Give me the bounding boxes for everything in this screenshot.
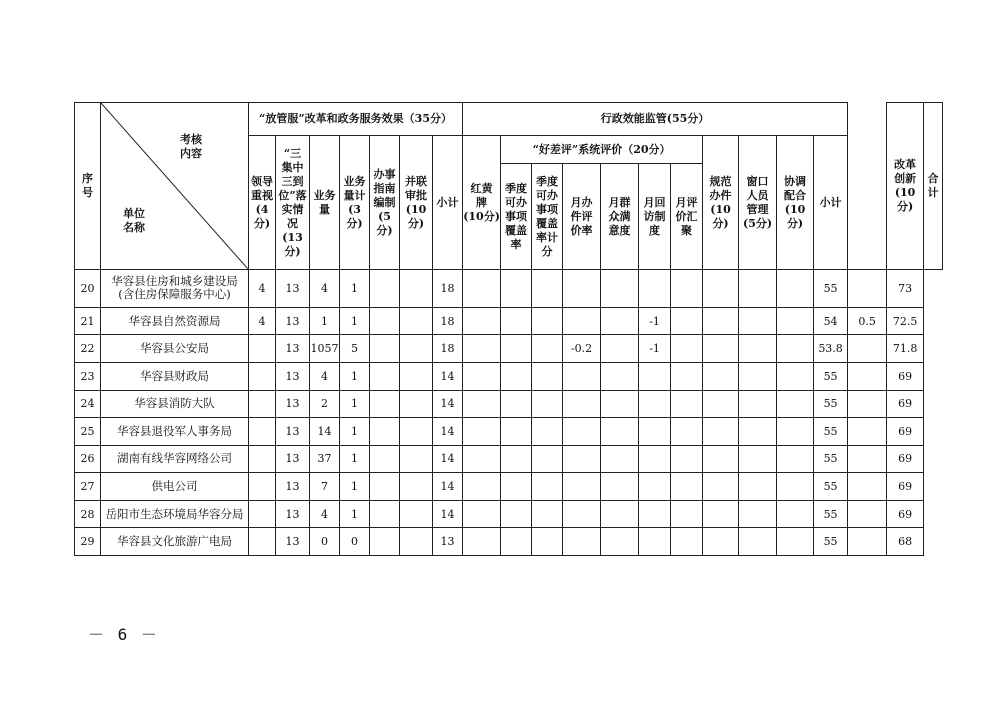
row-cell <box>563 307 601 335</box>
row-cell <box>563 362 601 390</box>
row-cell <box>703 473 739 501</box>
row-cell <box>848 390 887 418</box>
row-cell: 14 <box>433 362 463 390</box>
row-cell: 4 <box>310 362 340 390</box>
table-row <box>75 270 943 308</box>
row-cell <box>671 270 703 308</box>
row-cell: -1 <box>639 307 671 335</box>
row-cell <box>739 362 777 390</box>
row-cell <box>370 307 400 335</box>
row-cell: 2 <box>310 390 340 418</box>
row-unit-name: 湖南有线华容网络公司 <box>101 445 249 473</box>
g1-col-1: “三 集中 三到 位”落 实情 况 (13分) <box>276 136 310 270</box>
row-cell <box>639 418 671 446</box>
row-cell <box>249 445 276 473</box>
row-cell <box>639 473 671 501</box>
blank-header-cell <box>848 103 887 270</box>
row-unit-name: 华容县文化旅游广电局 <box>101 528 249 556</box>
row-cell <box>370 390 400 418</box>
row-cell <box>848 528 887 556</box>
row-cell <box>532 473 563 501</box>
good-bad-group-header: “好差评”系统评价（20分） <box>501 136 703 164</box>
row-cell <box>601 445 639 473</box>
row-cell <box>601 473 639 501</box>
row-cell: 1 <box>340 418 370 446</box>
row-cell <box>400 270 433 308</box>
row-cell: 18 <box>433 307 463 335</box>
row-cell: 14 <box>433 473 463 501</box>
row-cell <box>777 418 814 446</box>
row-cell <box>400 390 433 418</box>
row-cell <box>703 418 739 446</box>
row-cell: 14 <box>433 500 463 528</box>
row-cell <box>739 500 777 528</box>
row-cell <box>639 270 671 308</box>
row-cell <box>671 418 703 446</box>
row-cell <box>463 473 501 501</box>
row-cell: 1 <box>340 473 370 501</box>
row-cell: 13 <box>276 270 310 308</box>
row-cell <box>532 445 563 473</box>
row-unit-name: 华容县住房和城乡建设局 (含住房保障服务中心) <box>101 270 249 308</box>
total-header: 合计 <box>924 103 943 270</box>
row-cell: 69 <box>887 500 924 528</box>
row-cell: 14 <box>310 418 340 446</box>
row-cell <box>370 362 400 390</box>
row-cell: 18 <box>433 270 463 308</box>
row-cell: 13 <box>276 500 310 528</box>
row-cell <box>370 528 400 556</box>
row-cell <box>671 500 703 528</box>
row-cell <box>501 307 532 335</box>
row-cell <box>671 528 703 556</box>
row-cell <box>532 362 563 390</box>
g1-col-3: 业务 量计 (3分) <box>340 136 370 270</box>
row-cell <box>601 362 639 390</box>
row-cell <box>532 418 563 446</box>
row-cell: 1 <box>340 362 370 390</box>
row-cell <box>463 362 501 390</box>
row-seq: 27 <box>75 473 101 501</box>
corner-header <box>101 103 249 270</box>
row-cell <box>671 390 703 418</box>
row-seq: 25 <box>75 418 101 446</box>
row-cell: 13 <box>276 473 310 501</box>
g1-col-0: 领导 重视 (4分) <box>249 136 276 270</box>
row-cell <box>601 270 639 308</box>
row-cell <box>463 390 501 418</box>
row-cell <box>601 307 639 335</box>
row-seq: 29 <box>75 528 101 556</box>
row-cell <box>671 445 703 473</box>
row-cell <box>370 335 400 363</box>
row-cell: 53.8 <box>814 335 848 363</box>
row-cell <box>777 390 814 418</box>
row-cell: 54 <box>814 307 848 335</box>
row-cell <box>370 500 400 528</box>
row-cell <box>671 473 703 501</box>
group1-header: “放管服”改革和政务服务效果（35分） <box>249 103 463 136</box>
row-seq: 23 <box>75 362 101 390</box>
row-cell: 1 <box>340 500 370 528</box>
row-cell <box>671 335 703 363</box>
row-cell <box>532 390 563 418</box>
row-cell <box>601 528 639 556</box>
row-cell <box>703 528 739 556</box>
row-unit-name: 华容县自然资源局 <box>101 307 249 335</box>
row-cell: 55 <box>814 445 848 473</box>
row-cell <box>848 445 887 473</box>
table-body <box>75 270 943 556</box>
row-unit-name: 供电公司 <box>101 473 249 501</box>
row-cell: 55 <box>814 418 848 446</box>
row-cell: 69 <box>887 418 924 446</box>
row-cell <box>601 390 639 418</box>
row-cell <box>249 418 276 446</box>
row-cell: 1 <box>310 307 340 335</box>
row-cell <box>400 418 433 446</box>
g2-col-0: 规范 办件 (10分) <box>703 136 739 270</box>
row-cell <box>400 500 433 528</box>
row-cell <box>563 500 601 528</box>
group2-header: 行政效能监管(55分） <box>463 103 848 136</box>
assessment-table-container <box>74 102 943 556</box>
g1-col-5: 并联 审批 (10分) <box>400 136 433 270</box>
row-cell: -0.2 <box>563 335 601 363</box>
row-cell: 13 <box>276 307 310 335</box>
row-cell <box>501 390 532 418</box>
row-cell <box>777 473 814 501</box>
row-cell: 7 <box>310 473 340 501</box>
row-cell <box>563 473 601 501</box>
row-cell: 55 <box>814 362 848 390</box>
row-cell: 14 <box>433 390 463 418</box>
row-cell: 55 <box>814 500 848 528</box>
row-cell: 1 <box>340 390 370 418</box>
row-cell <box>563 390 601 418</box>
row-cell: 13 <box>276 528 310 556</box>
row-cell: 55 <box>814 473 848 501</box>
row-cell: 4 <box>249 270 276 308</box>
row-cell: -1 <box>639 335 671 363</box>
row-cell <box>501 270 532 308</box>
row-cell <box>739 335 777 363</box>
row-cell <box>249 335 276 363</box>
row-seq: 24 <box>75 390 101 418</box>
row-cell <box>501 362 532 390</box>
g1-col-6: 小计 <box>433 136 463 270</box>
row-cell <box>370 270 400 308</box>
table-row <box>75 362 943 390</box>
row-cell: 13 <box>276 418 310 446</box>
gb-col-1: 季度 可办 事项 覆盖 率计 分 <box>532 164 563 270</box>
row-cell <box>639 445 671 473</box>
row-cell <box>463 270 501 308</box>
row-cell <box>463 418 501 446</box>
g2-col-2: 协调 配合 (10分) <box>777 136 814 270</box>
row-cell <box>532 500 563 528</box>
row-cell <box>848 362 887 390</box>
table-row <box>75 473 943 501</box>
row-cell <box>532 307 563 335</box>
row-cell <box>563 445 601 473</box>
row-unit-name: 岳阳市生态环境局华容分局 <box>101 500 249 528</box>
row-cell <box>739 473 777 501</box>
row-cell <box>848 473 887 501</box>
row-cell <box>370 418 400 446</box>
row-cell <box>703 362 739 390</box>
reform-header: 改革 创新 (10分) <box>887 103 924 270</box>
row-cell <box>739 445 777 473</box>
row-seq: 26 <box>75 445 101 473</box>
row-cell: 4 <box>249 307 276 335</box>
row-cell: 13 <box>276 335 310 363</box>
row-unit-name: 华容县退役军人事务局 <box>101 418 249 446</box>
row-cell <box>671 307 703 335</box>
row-cell <box>400 307 433 335</box>
row-unit-name: 华容县消防大队 <box>101 390 249 418</box>
row-cell: 13 <box>276 362 310 390</box>
row-cell <box>739 418 777 446</box>
row-cell <box>671 362 703 390</box>
row-cell <box>703 335 739 363</box>
row-cell: 1057 <box>310 335 340 363</box>
row-seq: 21 <box>75 307 101 335</box>
row-cell <box>249 473 276 501</box>
row-cell <box>848 418 887 446</box>
row-cell <box>463 335 501 363</box>
row-cell <box>249 500 276 528</box>
row-seq: 22 <box>75 335 101 363</box>
row-cell <box>563 418 601 446</box>
row-cell <box>501 418 532 446</box>
g2-col-3: 小计 <box>814 136 848 270</box>
row-cell: 55 <box>814 528 848 556</box>
row-cell <box>848 270 887 308</box>
row-cell <box>532 335 563 363</box>
row-cell <box>777 500 814 528</box>
row-cell <box>739 270 777 308</box>
row-cell <box>601 418 639 446</box>
red-yellow-header: 红黄 牌 (10分) <box>463 136 501 270</box>
row-cell <box>639 362 671 390</box>
row-cell: 18 <box>433 335 463 363</box>
row-cell: 71.8 <box>887 335 924 363</box>
gb-col-5: 月评 价汇 聚 <box>671 164 703 270</box>
row-cell <box>400 335 433 363</box>
table-row <box>75 335 943 363</box>
row-cell <box>739 528 777 556</box>
gb-col-2: 月办 件评 价率 <box>563 164 601 270</box>
row-cell: 13 <box>276 390 310 418</box>
row-cell <box>463 445 501 473</box>
corner-bottom-label: 单位 名称 <box>123 207 145 234</box>
row-cell: 69 <box>887 445 924 473</box>
row-cell: 4 <box>310 270 340 308</box>
row-cell: 55 <box>814 390 848 418</box>
table-row <box>75 445 943 473</box>
row-unit-name: 华容县财政局 <box>101 362 249 390</box>
row-cell: 37 <box>310 445 340 473</box>
row-cell: 72.5 <box>887 307 924 335</box>
row-cell <box>777 362 814 390</box>
row-cell <box>777 445 814 473</box>
row-cell <box>400 528 433 556</box>
row-cell <box>777 528 814 556</box>
row-cell <box>400 445 433 473</box>
row-cell <box>848 335 887 363</box>
row-cell <box>249 362 276 390</box>
row-cell <box>370 445 400 473</box>
row-seq: 20 <box>75 270 101 308</box>
row-cell <box>501 445 532 473</box>
row-cell <box>777 270 814 308</box>
row-cell <box>601 335 639 363</box>
assessment-table <box>74 102 943 556</box>
row-cell <box>703 390 739 418</box>
row-cell <box>463 528 501 556</box>
row-cell: 13 <box>433 528 463 556</box>
row-cell: 14 <box>433 418 463 446</box>
row-cell: 69 <box>887 362 924 390</box>
row-cell <box>739 390 777 418</box>
row-cell <box>463 500 501 528</box>
row-cell <box>563 528 601 556</box>
row-cell <box>739 307 777 335</box>
row-cell: 69 <box>887 390 924 418</box>
row-cell <box>501 335 532 363</box>
row-unit-name: 华容县公安局 <box>101 335 249 363</box>
row-cell <box>601 500 639 528</box>
row-cell <box>777 307 814 335</box>
row-cell: 1 <box>340 270 370 308</box>
row-cell: 68 <box>887 528 924 556</box>
seq-header: 序 号 <box>75 103 101 270</box>
row-cell <box>249 390 276 418</box>
gb-col-4: 月回 访制 度 <box>639 164 671 270</box>
row-cell: 1 <box>340 307 370 335</box>
row-cell <box>777 335 814 363</box>
row-cell <box>703 270 739 308</box>
row-cell <box>848 500 887 528</box>
row-cell <box>501 473 532 501</box>
row-cell <box>703 307 739 335</box>
row-cell: 14 <box>433 445 463 473</box>
row-cell <box>563 270 601 308</box>
g1-col-2: 业务 量 <box>310 136 340 270</box>
table-row <box>75 418 943 446</box>
row-cell <box>639 528 671 556</box>
row-cell <box>703 445 739 473</box>
row-cell <box>532 270 563 308</box>
row-cell <box>532 528 563 556</box>
page-number: － 6 － <box>88 625 159 644</box>
row-cell: 69 <box>887 473 924 501</box>
row-seq: 28 <box>75 500 101 528</box>
row-cell: 13 <box>276 445 310 473</box>
table-row <box>75 528 943 556</box>
row-cell <box>249 528 276 556</box>
g1-col-4: 办事 指南 编制 (5分) <box>370 136 400 270</box>
table-row <box>75 390 943 418</box>
row-cell <box>501 500 532 528</box>
row-cell: 1 <box>340 445 370 473</box>
row-cell: 5 <box>340 335 370 363</box>
gb-col-3: 月群 众满 意度 <box>601 164 639 270</box>
row-cell: 73 <box>887 270 924 308</box>
row-cell: 0 <box>310 528 340 556</box>
row-cell: 4 <box>310 500 340 528</box>
row-cell <box>370 473 400 501</box>
row-cell <box>400 362 433 390</box>
table-row <box>75 307 943 335</box>
row-cell <box>703 500 739 528</box>
row-cell: 0 <box>340 528 370 556</box>
corner-diagonal <box>101 103 248 269</box>
row-cell: 0.5 <box>848 307 887 335</box>
row-cell <box>639 390 671 418</box>
g2-col-1: 窗口 人员 管理 (5分) <box>739 136 777 270</box>
row-cell <box>639 500 671 528</box>
row-cell <box>463 307 501 335</box>
row-cell <box>400 473 433 501</box>
corner-top-label: 考核 内容 <box>180 133 202 160</box>
gb-col-0: 季度 可办 事项 覆盖 率 <box>501 164 532 270</box>
row-cell: 55 <box>814 270 848 308</box>
row-cell <box>501 528 532 556</box>
table-row <box>75 500 943 528</box>
